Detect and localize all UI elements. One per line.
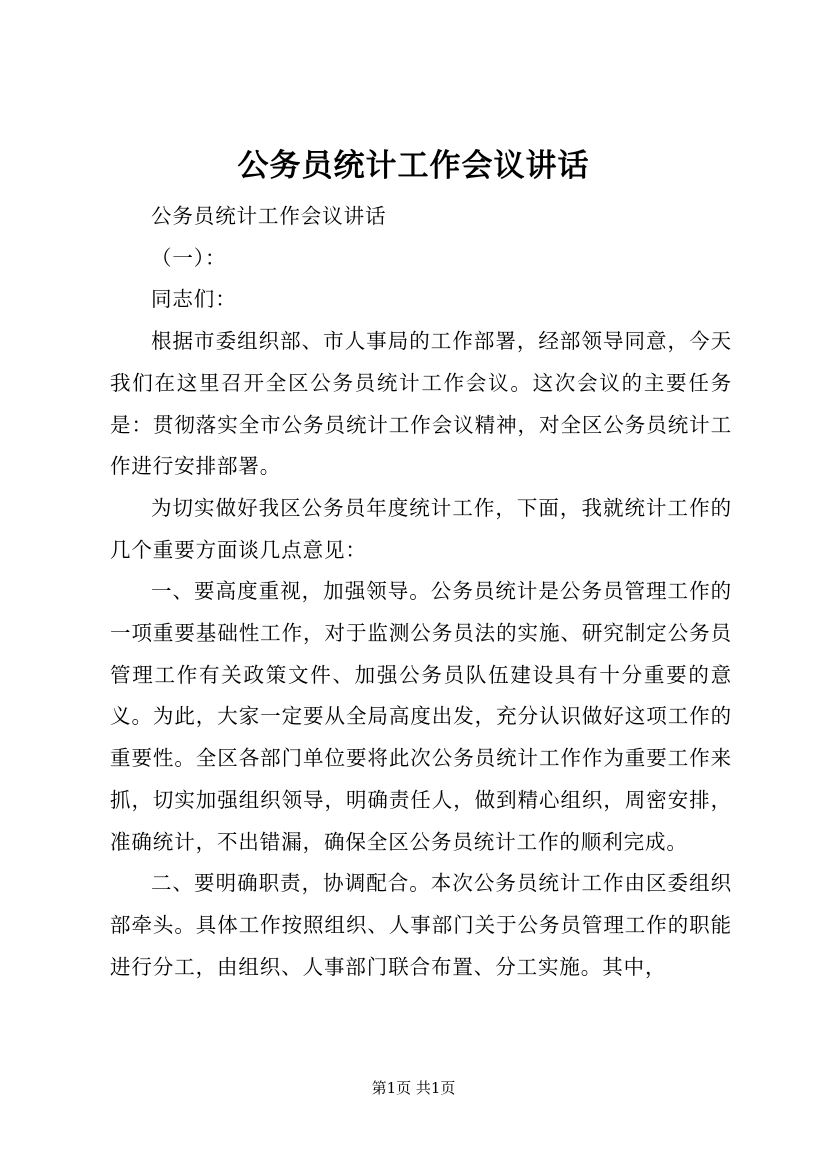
section-number-paragraph: （一）： <box>151 245 227 270</box>
page-footer: 第1页 共1页 <box>371 1079 456 1097</box>
body-paragraph: 一、要高度重视，加强领导。公务员统计是公务员管理工作的一项重要基础性工作，对于监测公务员法的实施、研究制定公务员管理工作有关政策文件、加强公务员队伍建设具有十分重要的意义。为此，大家一定要从全局高度出发，充分认识做好这项工作的重要性。全区各部门单位要将此次公务员统计工作作为重要工作来抓，切实加强组织领导，明确责任人，做到精心组织，周密安排，准确统计，不出错漏，确保全区公务员统计工作的顺利完成。 <box>110 579 732 854</box>
salutation-paragraph: 同志们： <box>151 287 237 312</box>
document-body <box>110 196 732 988</box>
body-paragraph: 为切实做好我区公务员年度统计工作，下面，我就统计工作的几个重要方面谈几点意见： <box>110 495 732 562</box>
body-paragraph: 二、要明确职责，协调配合。本次公务员统计工作由区委组织部牵头。具体工作按照组织、人事部门关于公务员管理工作的职能进行分工，由组织、人事部门联合布置、分工实施。其中， <box>110 871 732 979</box>
body-paragraph: 根据市委组织部、市人事局的工作部署，经部领导同意，今天我们在这里召开全区公务员统计工作会议。这次会议的主要任务是：贯彻落实全市公务员统计工作会议精神，对全区公务员统计工作进行安排部署。 <box>110 329 732 479</box>
document-title: 公务员统计工作会议讲话 <box>237 148 590 184</box>
subtitle-paragraph: 公务员统计工作会议讲话 <box>151 204 387 228</box>
